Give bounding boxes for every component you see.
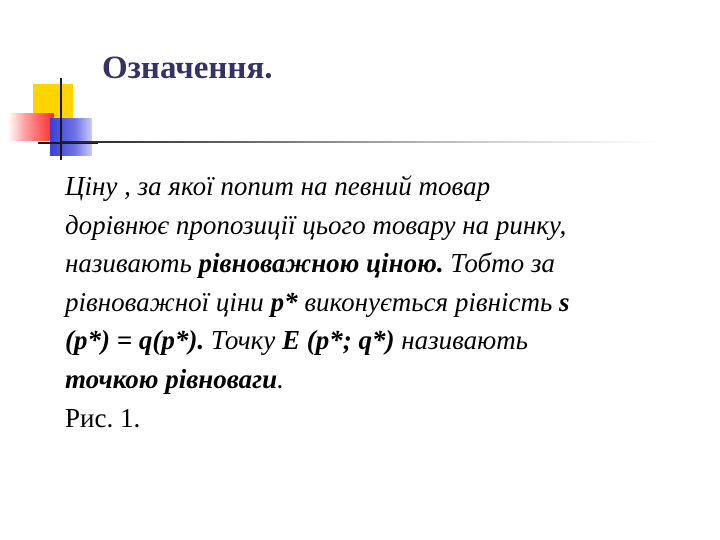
symbol-s: s: [559, 286, 570, 317]
symbol-p-star: р*: [270, 286, 298, 317]
text-segment: Тобто за: [443, 248, 555, 279]
paragraph-line-3: [65, 244, 705, 283]
paragraph-line-6: [65, 360, 705, 399]
term-equilibrium-price: рівноважною ціною.: [198, 248, 444, 279]
text-segment: називають: [394, 325, 528, 356]
equation-s-equals-q: (р*) = q(p*).: [65, 325, 205, 356]
paragraph-line-5: [65, 321, 705, 360]
vertical-line-decoration: [60, 78, 62, 160]
decorative-corner-graphic: [0, 0, 110, 170]
red-bar-decoration: [8, 113, 54, 141]
blue-square-decoration: [50, 118, 92, 156]
paragraph-line-4: [65, 283, 705, 322]
text-segment: виконується рівність: [297, 286, 559, 317]
paragraph-line-1: Ціну , за якої попит на певний товар: [65, 171, 491, 201]
text-segment: Точку: [204, 325, 282, 356]
point-e: Е (р*; q*): [281, 325, 395, 356]
text-segment: рівноважної ціни: [65, 286, 271, 317]
definition-paragraph: [65, 167, 705, 437]
text-segment: називають: [65, 248, 199, 279]
figure-caption: Рис. 1.: [65, 402, 141, 433]
slide-title: Означення.: [102, 50, 273, 86]
title-underline: [62, 141, 660, 143]
term-equilibrium-point: точкою рівноваги: [65, 363, 278, 394]
paragraph-line-2: дорівнює пропозиції цього товару на ринку,: [65, 209, 567, 240]
text-segment: .: [277, 363, 284, 394]
